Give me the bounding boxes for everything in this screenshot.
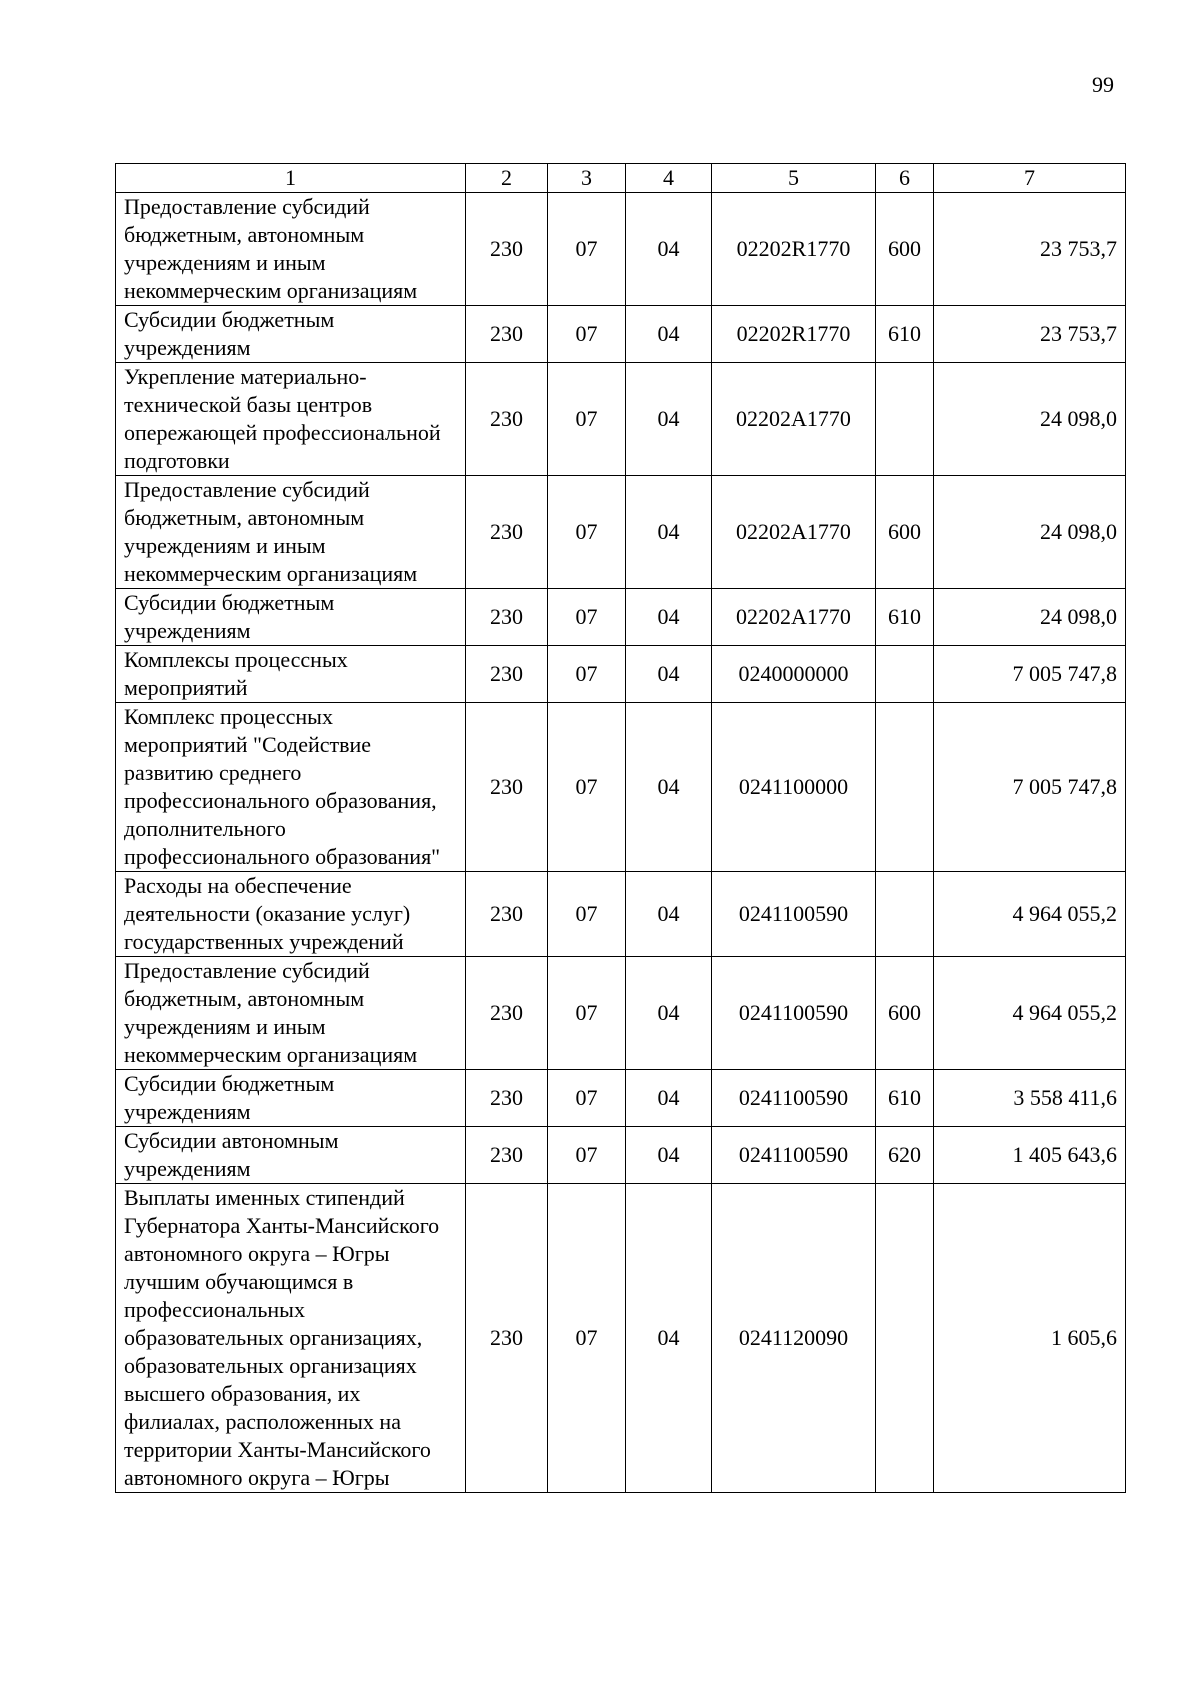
- row-name-cell: Предоставление субсидий бюджетным, автономным учреждениям и иным некоммерческим организациям: [116, 193, 466, 306]
- row-name-cell: Субсидии бюджетным учреждениям: [116, 306, 466, 363]
- row-amount-cell: 4 964 055,2: [934, 957, 1126, 1070]
- row-col4-cell: 04: [626, 646, 712, 703]
- row-col6-cell: 610: [876, 1070, 934, 1127]
- row-col2-cell: 230: [466, 703, 548, 872]
- row-col4-cell: 04: [626, 1070, 712, 1127]
- row-col4-cell: 04: [626, 589, 712, 646]
- row-col4-cell: 04: [626, 1184, 712, 1493]
- row-col5-cell: 0241100590: [712, 957, 876, 1070]
- row-col2-cell: 230: [466, 476, 548, 589]
- budget-table: [115, 163, 1126, 1493]
- row-name-cell: Расходы на обеспечение деятельности (оказание услуг) государственных учреждений: [116, 872, 466, 957]
- row-col3-cell: 07: [548, 1184, 626, 1493]
- row-col2-cell: 230: [466, 872, 548, 957]
- row-col3-cell: 07: [548, 589, 626, 646]
- row-col5-cell: 0241100590: [712, 1070, 876, 1127]
- table-row: [116, 193, 1126, 306]
- row-col3-cell: 07: [548, 872, 626, 957]
- row-col5-cell: 02202A1770: [712, 476, 876, 589]
- row-col5-cell: 0240000000: [712, 646, 876, 703]
- row-name-cell: Субсидии бюджетным учреждениям: [116, 1070, 466, 1127]
- row-col2-cell: 230: [466, 363, 548, 476]
- row-col4-cell: 04: [626, 957, 712, 1070]
- table-row: [116, 306, 1126, 363]
- row-name-cell: Предоставление субсидий бюджетным, автономным учреждениям и иным некоммерческим организациям: [116, 476, 466, 589]
- row-col5-cell: 0241100590: [712, 1127, 876, 1184]
- row-col4-cell: 04: [626, 306, 712, 363]
- row-col6-cell: [876, 646, 934, 703]
- row-col3-cell: 07: [548, 363, 626, 476]
- row-col2-cell: 230: [466, 1070, 548, 1127]
- header-cell: 1: [116, 164, 466, 193]
- row-name-cell: Субсидии автономным учреждениям: [116, 1127, 466, 1184]
- row-col4-cell: 04: [626, 1127, 712, 1184]
- row-amount-cell: 23 753,7: [934, 306, 1126, 363]
- row-col5-cell: 0241100590: [712, 872, 876, 957]
- row-col5-cell: 0241120090: [712, 1184, 876, 1493]
- row-name-cell: Укрепление материально-технической базы центров опережающей профессиональной подготовки: [116, 363, 466, 476]
- row-col3-cell: 07: [548, 646, 626, 703]
- row-col2-cell: 230: [466, 957, 548, 1070]
- table-row: [116, 1127, 1126, 1184]
- row-col4-cell: 04: [626, 193, 712, 306]
- row-col6-cell: [876, 872, 934, 957]
- row-col5-cell: 0241100000: [712, 703, 876, 872]
- table-row: [116, 1070, 1126, 1127]
- row-col6-cell: [876, 363, 934, 476]
- row-amount-cell: 23 753,7: [934, 193, 1126, 306]
- row-col2-cell: 230: [466, 193, 548, 306]
- row-col2-cell: 230: [466, 1127, 548, 1184]
- row-col3-cell: 07: [548, 703, 626, 872]
- row-col6-cell: 600: [876, 193, 934, 306]
- row-col3-cell: 07: [548, 957, 626, 1070]
- row-col6-cell: 600: [876, 957, 934, 1070]
- row-col4-cell: 04: [626, 872, 712, 957]
- row-amount-cell: 4 964 055,2: [934, 872, 1126, 957]
- row-col2-cell: 230: [466, 589, 548, 646]
- row-col5-cell: 02202R1770: [712, 193, 876, 306]
- row-amount-cell: 7 005 747,8: [934, 703, 1126, 872]
- row-name-cell: Комплекс процессных мероприятий "Содействие развитию среднего профессионального образования, дополнительного профессионального образования": [116, 703, 466, 872]
- row-col6-cell: 610: [876, 306, 934, 363]
- row-name-cell: Комплексы процессных мероприятий: [116, 646, 466, 703]
- header-cell: 4: [626, 164, 712, 193]
- row-amount-cell: 1 405 643,6: [934, 1127, 1126, 1184]
- row-col6-cell: [876, 1184, 934, 1493]
- row-col5-cell: 02202R1770: [712, 306, 876, 363]
- row-col3-cell: 07: [548, 1127, 626, 1184]
- header-cell: 7: [934, 164, 1126, 193]
- row-col6-cell: 600: [876, 476, 934, 589]
- row-col3-cell: 07: [548, 306, 626, 363]
- row-amount-cell: 24 098,0: [934, 589, 1126, 646]
- table-row: [116, 646, 1126, 703]
- header-cell: 3: [548, 164, 626, 193]
- table-header-row: [116, 164, 1126, 193]
- row-col4-cell: 04: [626, 703, 712, 872]
- row-amount-cell: 7 005 747,8: [934, 646, 1126, 703]
- header-cell: 5: [712, 164, 876, 193]
- header-cell: 2: [466, 164, 548, 193]
- row-amount-cell: 3 558 411,6: [934, 1070, 1126, 1127]
- table-row: [116, 872, 1126, 957]
- page-number: 99: [1092, 72, 1114, 97]
- row-col4-cell: 04: [626, 476, 712, 589]
- table-row: [116, 1184, 1126, 1493]
- table-row: [116, 476, 1126, 589]
- row-col6-cell: 610: [876, 589, 934, 646]
- row-col2-cell: 230: [466, 646, 548, 703]
- row-name-cell: Предоставление субсидий бюджетным, автономным учреждениям и иным некоммерческим организациям: [116, 957, 466, 1070]
- row-col3-cell: 07: [548, 1070, 626, 1127]
- table-row: [116, 703, 1126, 872]
- row-col3-cell: 07: [548, 193, 626, 306]
- row-name-cell: Субсидии бюджетным учреждениям: [116, 589, 466, 646]
- table-row: [116, 957, 1126, 1070]
- row-amount-cell: 24 098,0: [934, 363, 1126, 476]
- row-amount-cell: 24 098,0: [934, 476, 1126, 589]
- table-row: [116, 589, 1126, 646]
- table-row: [116, 363, 1126, 476]
- row-amount-cell: 1 605,6: [934, 1184, 1126, 1493]
- row-col5-cell: 02202A1770: [712, 363, 876, 476]
- row-col6-cell: 620: [876, 1127, 934, 1184]
- row-col6-cell: [876, 703, 934, 872]
- row-col5-cell: 02202A1770: [712, 589, 876, 646]
- row-col4-cell: 04: [626, 363, 712, 476]
- row-col2-cell: 230: [466, 1184, 548, 1493]
- row-name-cell: Выплаты именных стипендий Губернатора Ханты-Мансийского автономного округа – Югры лучшим обучающимся в профессиональных образовательных организациях, образовательных организациях высшего образования, их филиалах, расположенных на территории Ханты-Мансийского автономного округа – Югры: [116, 1184, 466, 1493]
- row-col3-cell: 07: [548, 476, 626, 589]
- row-col2-cell: 230: [466, 306, 548, 363]
- header-cell: 6: [876, 164, 934, 193]
